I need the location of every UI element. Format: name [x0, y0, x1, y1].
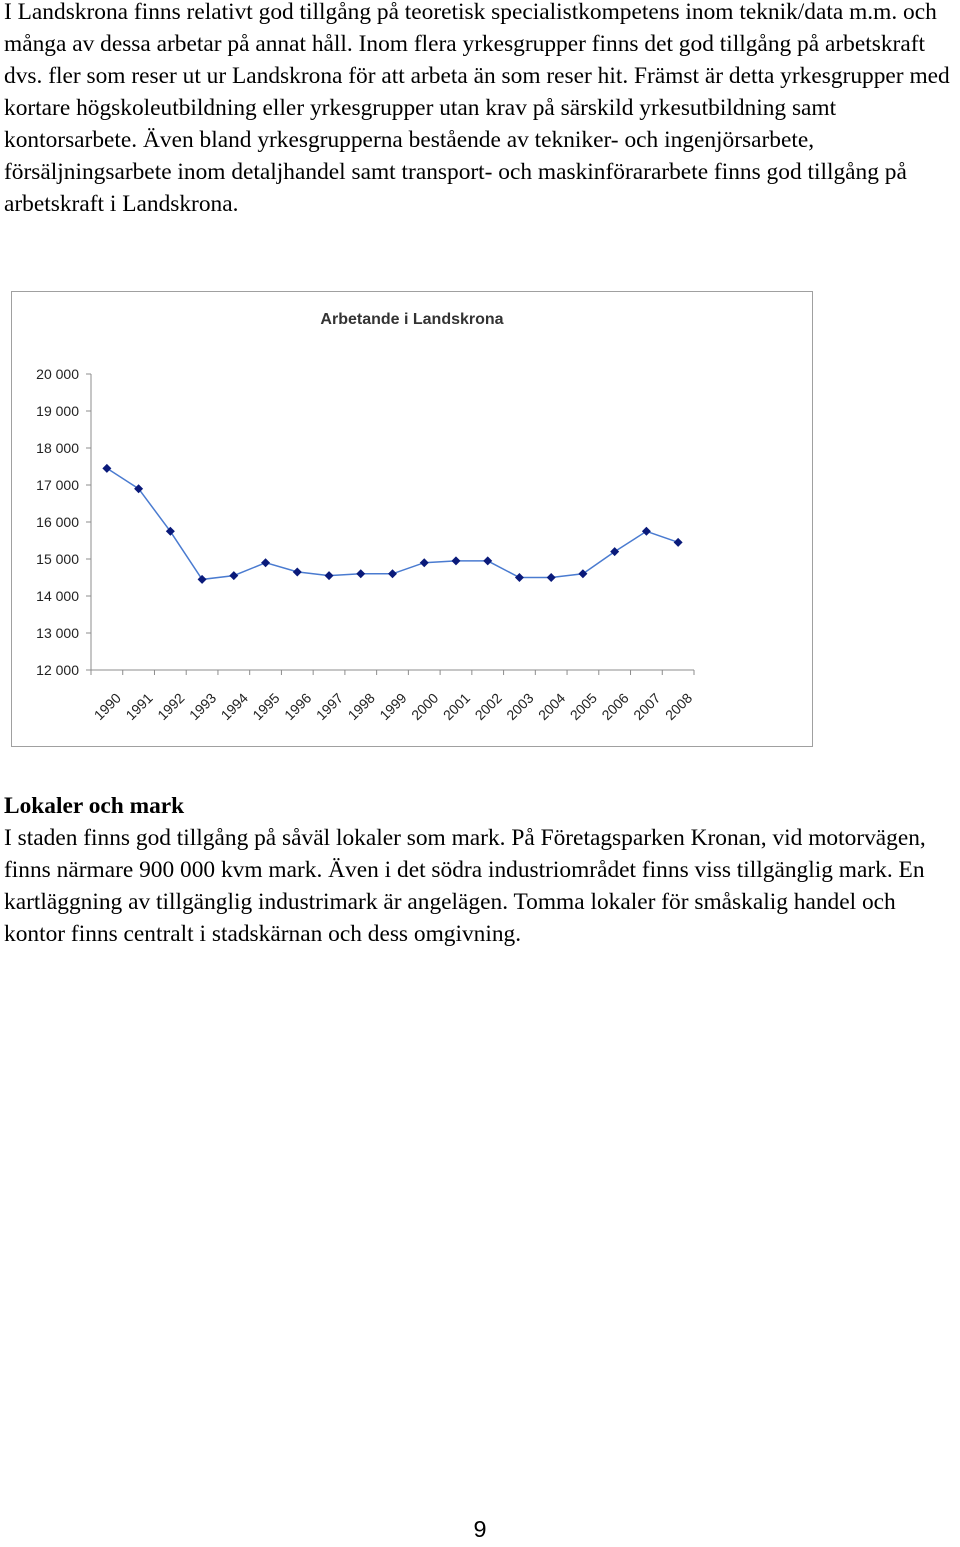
data-point-marker: [420, 558, 429, 567]
data-point-marker: [102, 464, 111, 473]
x-tick-label: 2003: [503, 689, 537, 724]
data-point-marker: [388, 569, 397, 578]
x-tick-label: 2007: [630, 689, 664, 724]
x-tick-label: 2005: [566, 689, 601, 724]
data-point-marker: [198, 575, 207, 584]
data-point-marker: [515, 573, 524, 582]
x-tick-label: 1991: [122, 689, 156, 724]
chart-title: Arbetande i Landskrona: [320, 311, 504, 328]
x-tick-label: 1994: [217, 689, 251, 724]
x-tick-label: 1999: [376, 689, 410, 724]
x-tick-label: 2008: [661, 689, 696, 724]
data-point-marker: [610, 547, 619, 556]
x-tick-label: 2004: [534, 689, 569, 724]
x-tick-label: 1997: [312, 689, 347, 724]
data-point-marker: [578, 569, 587, 578]
data-point-marker: [356, 569, 365, 578]
chart-canvas: [12, 292, 812, 746]
data-point-marker: [547, 573, 556, 582]
series-line: [107, 468, 678, 579]
data-point-marker: [451, 556, 460, 565]
y-tick-label: 16 000: [36, 514, 79, 530]
y-tick-label: 17 000: [36, 477, 79, 493]
data-point-marker: [674, 538, 683, 547]
y-axis-ticks: [36, 366, 91, 678]
x-tick-label: 1992: [154, 689, 188, 724]
data-point-marker: [642, 527, 651, 536]
y-tick-label: 13 000: [36, 625, 79, 641]
chart-axes: [91, 374, 694, 670]
x-tick-label: 1996: [281, 689, 315, 724]
series-polyline: [107, 468, 678, 579]
data-point-marker: [229, 571, 238, 580]
x-tick-label: 2002: [471, 689, 505, 724]
y-tick-label: 12 000: [36, 662, 79, 678]
y-tick-label: 20 000: [36, 366, 79, 382]
page-number: 9: [473, 1516, 487, 1542]
y-tick-label: 14 000: [36, 588, 79, 604]
data-point-marker: [293, 567, 302, 576]
employment-chart: [11, 291, 813, 747]
y-tick-label: 19 000: [36, 403, 79, 419]
section-paragraph: I staden finns god tillgång på såväl lokaler som mark. På Företagsparken Kronan, vid motorvägen, finns närmare 900 000 kvm mark. Även i det södra industriområdet finns viss tillgänglig mark. En kartläggning av tillgänglig industrimark är angelägen. Tomma lokaler för småskalig handel och kontor finns centralt i stadskärnan och dess omgivning.: [4, 825, 926, 947]
data-point-marker: [325, 571, 334, 580]
x-tick-label: 2000: [408, 689, 442, 724]
y-tick-label: 18 000: [36, 440, 79, 456]
x-tick-label: 1995: [249, 689, 283, 724]
x-tick-label: 1993: [185, 689, 220, 724]
x-tick-label: 2001: [439, 689, 474, 724]
intro-paragraph: I Landskrona finns relativt god tillgång på teoretisk specialistkompetens inom teknik/data m.m. och många av dessa arbetar på annat håll. Inom flera yrkesgrupper finns det god tillgång på arbetskraft dvs. fler som reser ut ur Landskrona för att arbeta än som reser hit. Främst är detta yrkesgrupper med kortare högskoleutbildning eller yrkesgrupper utan krav på särskild yrkesutbildning samt kontorsarbete. Även bland yrkesgrupperna bestående av tekniker- och ingenjörsarbete, försäljningsarbete inom detaljhandel samt transport- och maskinförararbete finns god tillgång på arbetskraft i Landskrona.: [4, 0, 950, 217]
x-tick-label: 1998: [344, 689, 378, 724]
data-point-marker: [261, 558, 270, 567]
data-point-marker: [483, 556, 492, 565]
section-heading: Lokaler och mark: [4, 793, 185, 819]
x-tick-label: 1990: [90, 689, 125, 724]
x-tick-label: 2006: [598, 689, 632, 724]
y-tick-label: 15 000: [36, 551, 79, 567]
x-axis-ticks: [91, 670, 696, 723]
